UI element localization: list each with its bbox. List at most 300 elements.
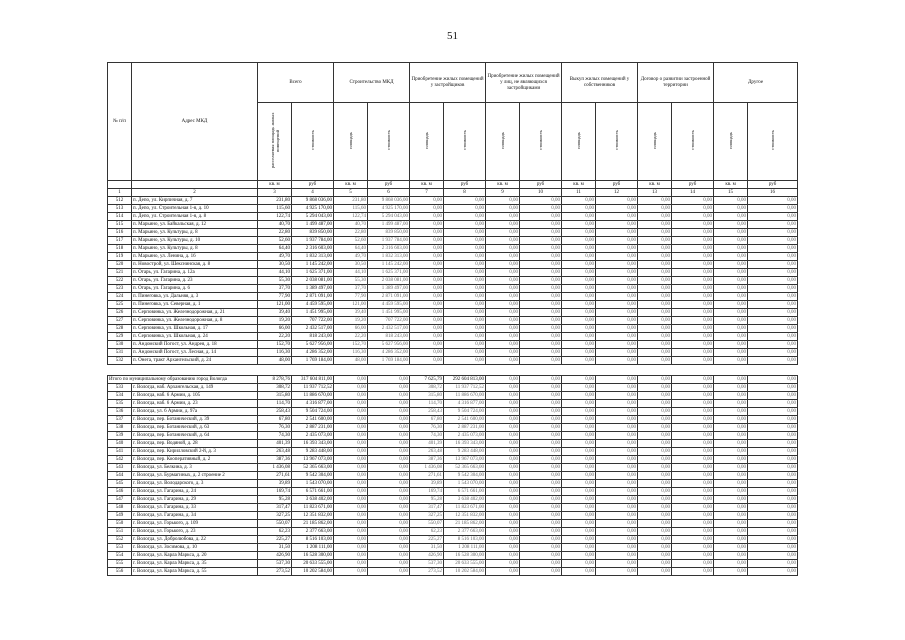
method-area: 0,00 [638,349,672,357]
table-row [108,560,798,568]
method-cost: 0,00 [520,416,562,424]
method-area: 258,43 [410,408,444,416]
table-body [108,197,798,576]
table-row [108,213,798,221]
method-area: 0,00 [638,317,672,325]
table-header [108,63,798,197]
row-address: п. Огарь, ул. Гагарина, д. 6 [132,285,258,293]
method-area: 0,00 [410,293,444,301]
row-number: 516 [108,229,132,237]
method-cost: 11 937 712,52 [444,384,486,392]
method-cost: 0,00 [748,472,798,480]
method-cost: 0,00 [444,341,486,349]
method-area: 0,00 [714,456,748,464]
column-number: 7 [410,189,444,197]
method-cost: 0,00 [672,309,714,317]
table-row [108,408,798,416]
method-area: 30,50 [334,261,368,269]
method-area: 0,00 [334,384,368,392]
row-number: 526 [108,309,132,317]
header-group: Всего [258,63,334,103]
method-cost: 0,00 [748,277,798,285]
total-cost: 1 145 242,00 [292,261,334,269]
method-area: 0,00 [486,448,520,456]
method-cost: 0,00 [748,520,798,528]
subheader-cost-text: стоимость [386,130,392,150]
method-area: 0,00 [714,349,748,357]
column-number: 2 [132,189,258,197]
total-area: 22,20 [258,333,292,341]
method-cost: 0,00 [748,253,798,261]
row-number: 537 [108,416,132,424]
table-row [108,456,798,464]
subtotal-developer-cost: 292 604 813,00 [444,376,486,384]
row-number: 528 [108,325,132,333]
table-row [108,400,798,408]
method-cost: 0,00 [672,349,714,357]
row-address: г. Вологда, ул. Бурмагиных, д. 2 строение 2 [132,472,258,480]
method-area: 0,00 [334,440,368,448]
method-cost: 0,00 [672,341,714,349]
row-number: 525 [108,301,132,309]
total-area: 76,30 [258,424,292,432]
total-cost: 1 451 995,00 [292,309,334,317]
method-area: 0,00 [410,277,444,285]
method-cost: 0,00 [368,552,410,560]
method-area: 0,00 [562,357,596,365]
spacer-cell [108,365,798,376]
row-number: 550 [108,520,132,528]
method-cost: 0,00 [672,552,714,560]
method-area: 0,00 [410,341,444,349]
row-number: 533 [108,384,132,392]
method-area: 121,00 [334,301,368,309]
method-cost: 0,00 [748,221,798,229]
subtotal-method-area: 0,00 [334,376,368,384]
method-area: 0,00 [638,528,672,536]
method-cost: 5 627 956,00 [368,341,410,349]
method-cost: 0,00 [596,552,638,560]
total-cost: 12 351 832,00 [292,512,334,520]
method-cost: 0,00 [596,317,638,325]
total-cost: 839 850,00 [292,229,334,237]
method-area: 0,00 [486,197,520,205]
row-number: 532 [108,357,132,365]
method-area: 0,00 [562,504,596,512]
row-address: г. Вологда, пер. Ботанический, д. 63 [132,424,258,432]
method-cost: 0,00 [444,293,486,301]
subtotal-method-area: 0,00 [486,376,520,384]
method-cost: 0,00 [520,504,562,512]
method-area: 0,00 [334,528,368,536]
method-cost: 0,00 [748,392,798,400]
row-number: 545 [108,480,132,488]
method-cost: 0,00 [596,480,638,488]
row-address: г. Вологда, ул. Зосимова, д. 10 [132,544,258,552]
method-area: 0,00 [486,301,520,309]
row-number: 541 [108,448,132,456]
method-cost: 0,00 [520,325,562,333]
method-area: 0,00 [410,301,444,309]
method-area: 0,00 [486,512,520,520]
unit-cell: кв. м [410,181,444,189]
method-cost: 9 868 036,00 [368,197,410,205]
total-area: 52,60 [258,237,292,245]
method-area: 0,00 [562,205,596,213]
method-area: 0,00 [486,464,520,472]
method-cost: 0,00 [596,221,638,229]
row-number: 548 [108,504,132,512]
method-cost: 0,00 [520,512,562,520]
method-cost: 1 769 184,00 [368,357,410,365]
method-area: 0,00 [486,293,520,301]
method-cost: 3 638 402,00 [444,496,486,504]
subheader-area-text: площадь [500,131,506,149]
subtotal-method-cost: 0,00 [596,376,638,384]
table-row [108,229,798,237]
method-area: 0,00 [562,456,596,464]
table-row [108,341,798,349]
method-cost: 0,00 [672,448,714,456]
method-area: 22,20 [334,333,368,341]
subtotal-row [108,376,798,384]
method-area: 0,00 [486,229,520,237]
method-cost: 0,00 [748,464,798,472]
method-cost: 0,00 [520,261,562,269]
method-cost: 0,00 [596,285,638,293]
method-area: 0,00 [638,301,672,309]
row-number: 531 [108,349,132,357]
subheader-area [562,103,596,181]
method-cost: 0,00 [748,245,798,253]
column-number: 6 [368,189,410,197]
method-cost: 0,00 [596,504,638,512]
method-cost: 0,00 [368,544,410,552]
total-cost: 9 542 304,00 [292,472,334,480]
total-cost: 4 925 170,00 [292,205,334,213]
total-cost: 52 365 663,00 [292,464,334,472]
method-area: 0,00 [486,317,520,325]
method-cost: 0,00 [596,309,638,317]
total-cost: 2 435 073,00 [292,432,334,440]
method-area: 0,00 [562,317,596,325]
method-area: 0,00 [714,480,748,488]
method-cost: 0,00 [520,488,562,496]
method-area: 0,00 [638,213,672,221]
method-cost: 0,00 [748,424,798,432]
method-area: 0,00 [638,464,672,472]
subheader-cost-text: стоимость [770,130,776,150]
row-number: 523 [108,285,132,293]
table-row [108,285,798,293]
method-area: 0,00 [714,261,748,269]
row-number: 524 [108,293,132,301]
method-area: 0,00 [334,400,368,408]
header-group: Выкуп жилых помещений у собственников [562,63,638,103]
table-row [108,440,798,448]
method-cost: 2 377 663,00 [444,528,486,536]
table-row [108,424,798,432]
method-cost: 0,00 [596,568,638,576]
total-area: 263,48 [258,448,292,456]
method-area: 0,00 [638,245,672,253]
method-cost: 0,00 [444,221,486,229]
total-cost: 1 832 313,00 [292,253,334,261]
header-row-groups [108,63,798,103]
method-area: 0,00 [486,309,520,317]
total-cost: 11 823 671,00 [292,504,334,512]
header-group: Строительство МКД [334,63,410,103]
total-cost: 9 283 448,00 [292,448,334,456]
subheader-area [410,103,444,181]
method-cost: 0,00 [596,544,638,552]
column-number: 14 [672,189,714,197]
method-area: 327,25 [410,512,444,520]
method-cost: 0,00 [748,552,798,560]
row-number: 556 [108,568,132,576]
method-cost: 0,00 [368,560,410,568]
total-area: 66,00 [258,325,292,333]
method-area: 0,00 [410,285,444,293]
subheader-area [638,103,672,181]
column-number: 13 [638,189,672,197]
total-area: 114,70 [258,400,292,408]
table-row [108,520,798,528]
method-area: 0,00 [638,544,672,552]
method-cost: 2 432 517,00 [368,325,410,333]
method-cost: 0,00 [672,197,714,205]
total-cost: 11 937 712,52 [292,384,334,392]
method-area: 0,00 [562,301,596,309]
total-cost: 818 243,00 [292,333,334,341]
method-cost: 0,00 [672,245,714,253]
method-area: 0,00 [714,237,748,245]
method-area: 0,00 [486,432,520,440]
row-number: 543 [108,464,132,472]
subheader-area-text: площадь [576,131,582,149]
method-cost: 0,00 [368,528,410,536]
total-cost: 1 625 371,00 [292,269,334,277]
method-area: 0,00 [334,488,368,496]
method-area: 0,00 [562,560,596,568]
row-address: г. Вологда, ул. Горького, д. 23 [132,528,258,536]
method-cost: 0,00 [672,568,714,576]
method-cost: 0,00 [748,261,798,269]
method-area: 0,00 [638,221,672,229]
total-area: 169,74 [258,488,292,496]
method-area: 263,48 [410,448,444,456]
unit-cell: кв. м [258,181,292,189]
method-area: 0,00 [714,245,748,253]
method-area: 308,72 [410,384,444,392]
method-cost: 0,00 [444,309,486,317]
method-cost: 0,00 [748,357,798,365]
total-area: 317,47 [258,504,292,512]
table-row [108,269,798,277]
method-cost: 0,00 [672,560,714,568]
method-cost: 0,00 [520,400,562,408]
total-area: 31,50 [258,544,292,552]
method-area: 0,00 [562,568,596,576]
method-area: 74,30 [410,432,444,440]
method-area: 0,00 [638,408,672,416]
method-cost: 0,00 [520,277,562,285]
method-cost: 0,00 [596,357,638,365]
total-cost: 2 377 663,00 [292,528,334,536]
method-cost: 0,00 [368,496,410,504]
method-cost: 20 633 555,00 [444,560,486,568]
row-address: п. Огарь, ул. Гагарина, д. 12а [132,269,258,277]
method-cost: 0,00 [520,480,562,488]
method-cost: 0,00 [748,213,798,221]
method-area: 0,00 [486,269,520,277]
method-area: 0,00 [714,416,748,424]
method-cost: 0,00 [748,504,798,512]
method-area: 0,00 [638,333,672,341]
method-cost: 0,00 [520,301,562,309]
total-area: 64,40 [258,245,292,253]
row-address: г. Вологда, пер. Ботанический, д. 39 [132,416,258,424]
method-cost: 0,00 [596,341,638,349]
method-area: 0,00 [486,341,520,349]
method-area: 0,00 [562,400,596,408]
method-cost: 0,00 [748,285,798,293]
method-cost: 0,00 [368,424,410,432]
method-cost: 1 208 111,00 [444,544,486,552]
row-address: п. Огарь, ул. Гагарина, д. 23 [132,277,258,285]
method-cost: 0,00 [596,400,638,408]
method-area: 0,00 [714,253,748,261]
method-cost: 0,00 [596,229,638,237]
method-area: 0,00 [714,560,748,568]
method-cost: 0,00 [596,528,638,536]
method-area: 0,00 [714,213,748,221]
method-cost: 0,00 [748,400,798,408]
row-number: 514 [108,213,132,221]
total-area: 271,61 [258,472,292,480]
total-area: 122,74 [258,213,292,221]
method-area: 0,00 [562,213,596,221]
method-area: 0,00 [562,333,596,341]
method-cost: 4 925 170,00 [368,205,410,213]
table-row [108,197,798,205]
method-cost: 0,00 [596,213,638,221]
total-cost: 1 389 497,00 [292,285,334,293]
method-cost: 0,00 [596,456,638,464]
method-cost: 0,00 [520,560,562,568]
method-cost: 0,00 [520,269,562,277]
method-area: 537,30 [410,560,444,568]
method-area: 0,00 [410,269,444,277]
method-cost: 4 459 595,00 [368,301,410,309]
row-address: г. Вологда, ул. Карла Маркса, д. 35 [132,560,258,568]
column-number: 10 [520,189,562,197]
method-cost: 0,00 [748,309,798,317]
method-cost: 0,00 [520,432,562,440]
total-cost: 16 393 343,00 [292,440,334,448]
table-row [108,472,798,480]
method-area: 0,00 [410,317,444,325]
method-area: 116,30 [334,349,368,357]
method-cost: 0,00 [520,392,562,400]
row-number: 551 [108,528,132,536]
method-area: 66,00 [334,325,368,333]
method-area: 0,00 [714,408,748,416]
method-area: 0,00 [410,213,444,221]
method-area: 0,00 [714,504,748,512]
method-area: 0,00 [410,261,444,269]
method-cost: 0,00 [672,432,714,440]
method-cost: 0,00 [748,544,798,552]
method-area: 0,00 [638,480,672,488]
method-cost: 0,00 [444,269,486,277]
method-area: 0,00 [562,341,596,349]
method-cost: 0,00 [748,512,798,520]
method-area: 0,00 [714,357,748,365]
method-cost: 0,00 [368,416,410,424]
subtotal-method-cost: 0,00 [672,376,714,384]
method-cost: 4 286 352,00 [368,349,410,357]
method-cost: 0,00 [748,536,798,544]
method-area: 0,00 [638,325,672,333]
method-cost: 0,00 [520,285,562,293]
row-address: г. Вологда, наб. Архангельская, д. 149 [132,384,258,392]
method-area: 0,00 [486,253,520,261]
row-address: г. Вологда, ул. Володарского, д. 3 [132,480,258,488]
method-cost: 10 202 584,00 [444,568,486,576]
column-number: 5 [334,189,368,197]
total-area: 121,00 [258,301,292,309]
method-cost: 0,00 [672,544,714,552]
row-address: г. Вологда, ул. Карла Маркса, д. 20 [132,552,258,560]
row-number: 549 [108,512,132,520]
total-area: 115,60 [258,205,292,213]
method-area: 0,00 [714,392,748,400]
subheader-area-text: площадь [728,131,734,149]
method-cost: 12 351 832,00 [444,512,486,520]
method-cost: 0,00 [444,213,486,221]
row-number: 534 [108,392,132,400]
method-area: 64,40 [334,245,368,253]
total-area: 308,72 [258,384,292,392]
method-area: 0,00 [334,560,368,568]
method-area: 0,00 [562,229,596,237]
method-cost: 0,00 [672,456,714,464]
method-area: 0,00 [486,237,520,245]
total-area: 401,39 [258,440,292,448]
method-area: 0,00 [638,456,672,464]
unit-cell: руб [672,181,714,189]
table-row [108,536,798,544]
method-cost: 0,00 [596,245,638,253]
total-area: 426,90 [258,552,292,560]
unit-cell: кв. м [562,181,596,189]
total-cost: 1 499 487,00 [292,221,334,229]
method-cost: 0,00 [596,349,638,357]
unit-cell: кв. м [334,181,368,189]
method-area: 0,00 [562,520,596,528]
method-cost: 707 722,00 [368,317,410,325]
row-address: г. Вологда, ул. 6 Армии, д. 97а [132,408,258,416]
table-row [108,301,798,309]
method-cost: 0,00 [596,440,638,448]
method-area: 22,80 [334,229,368,237]
method-cost: 1 625 371,00 [368,269,410,277]
method-area: 0,00 [562,253,596,261]
total-cost: 1 937 784,00 [292,237,334,245]
row-address: п. Пинеговка, ул. Северная, д. 1 [132,301,258,309]
table-row [108,325,798,333]
